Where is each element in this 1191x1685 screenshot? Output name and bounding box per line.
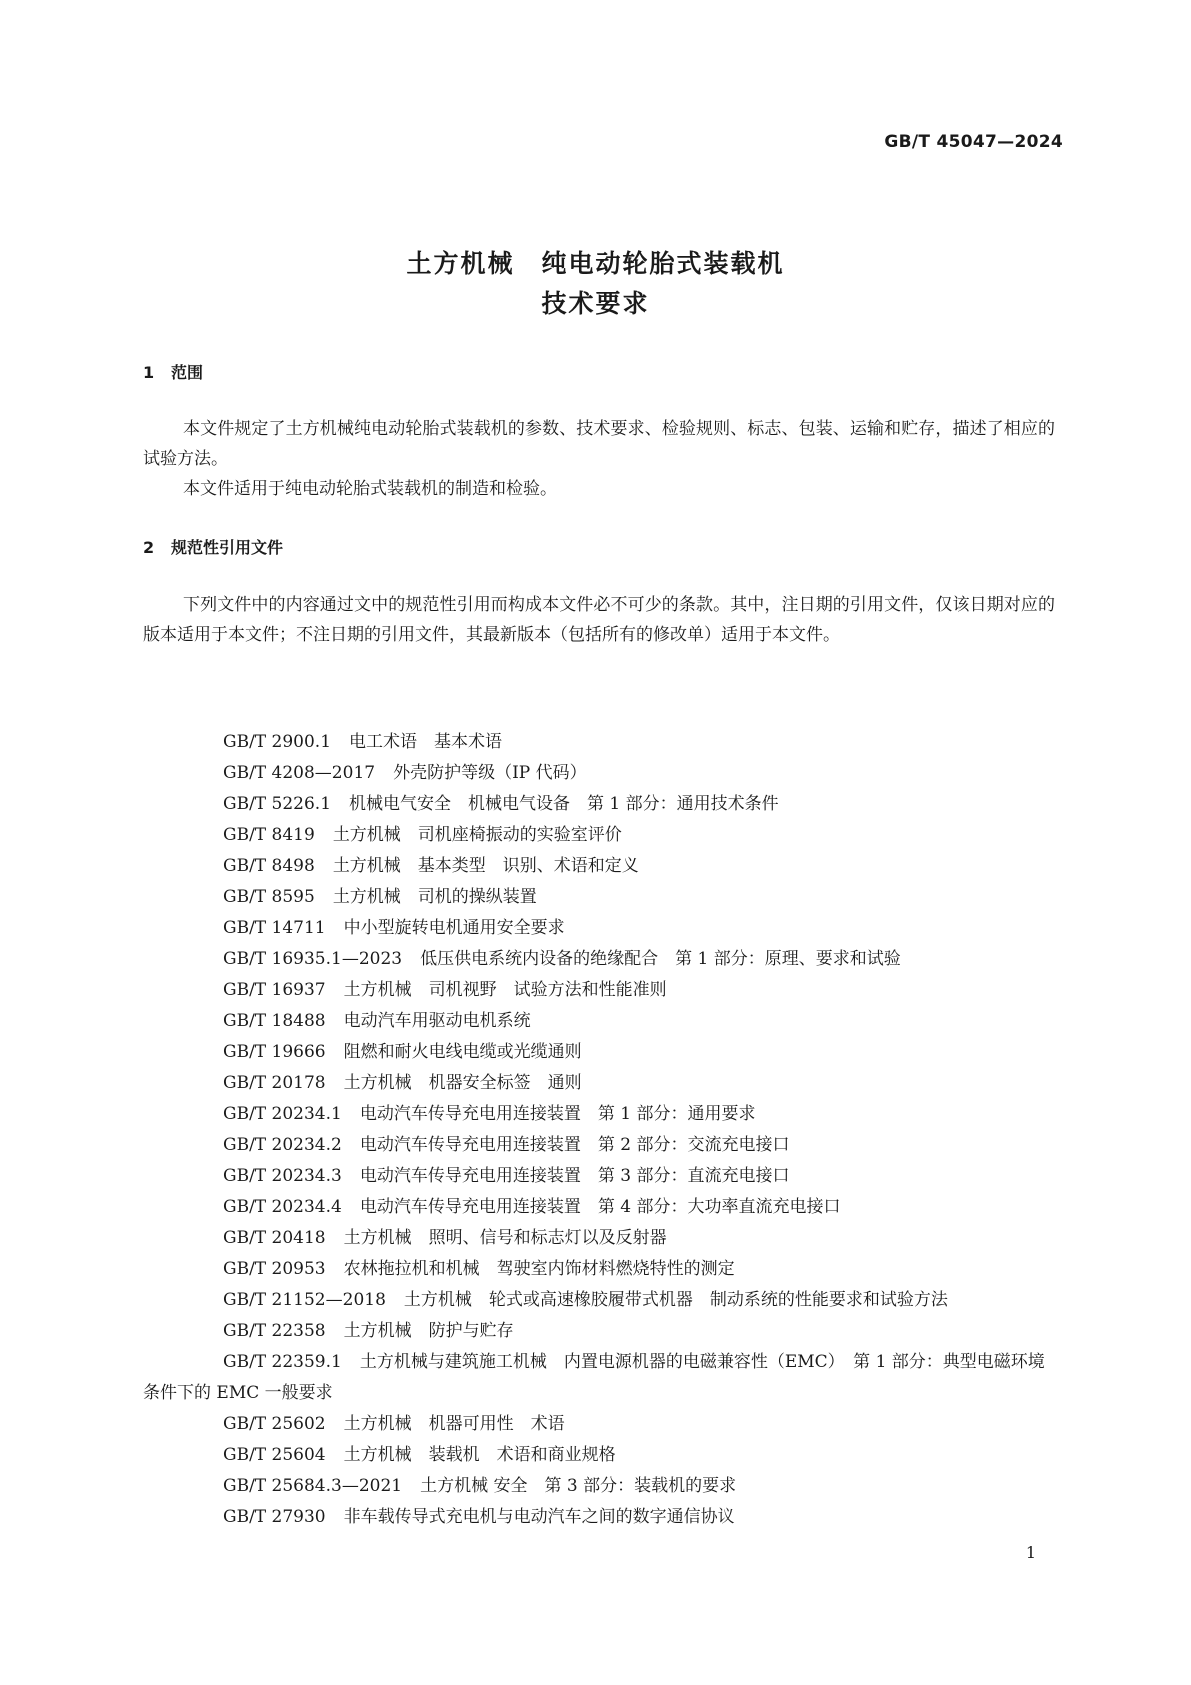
- reference-title: 土方机械 轮式或高速橡胶履带式机器 制动系统的性能要求和试验方法: [403, 1290, 948, 1310]
- reference-item: [143, 1006, 1055, 1037]
- reference-title: 电工术语 基本术语: [349, 732, 503, 752]
- reference-title: 低压供电系统内设备的绝缘配合 第 1 部分：原理、要求和试验: [420, 949, 901, 969]
- reference-item: [143, 882, 1055, 913]
- document-title-line2: 技术要求: [541, 289, 650, 318]
- reference-code: GB/T 14711: [223, 918, 326, 938]
- reference-item: [143, 1347, 1055, 1409]
- reference-item: [143, 1285, 1055, 1316]
- reference-code: GB/T 27930: [223, 1507, 326, 1527]
- reference-title: 电动汽车用驱动电机系统: [343, 1011, 531, 1031]
- reference-code: GB/T 4208—2017: [223, 763, 376, 783]
- reference-code: GB/T 16935.1—2023: [223, 949, 403, 969]
- reference-code: GB/T 25604: [223, 1445, 326, 1465]
- page-number: 1: [1025, 1543, 1036, 1562]
- reference-title: 农林拖拉机和机械 驾驶室内饰材料燃烧特性的测定: [343, 1259, 735, 1279]
- reference-item: [143, 789, 1055, 820]
- reference-item: [143, 1130, 1055, 1161]
- reference-title: 土方机械 机器可用性 术语: [343, 1414, 565, 1434]
- section1-paragraph-2: 本文件适用于纯电动轮胎式装载机的制造和检验。: [183, 479, 557, 499]
- document-title-line1: 土方机械 纯电动轮胎式装载机: [406, 249, 785, 278]
- reference-item: [143, 1223, 1055, 1254]
- reference-code: GB/T 25684.3—2021: [223, 1476, 403, 1496]
- reference-item: [143, 1099, 1055, 1130]
- reference-code: GB/T 16937: [223, 980, 326, 1000]
- reference-code: GB/T 21152—2018: [223, 1290, 386, 1310]
- reference-title: 电动汽车传导充电用连接装置 第 4 部分：大功率直流充电接口: [359, 1197, 841, 1217]
- reference-item: [143, 1440, 1055, 1471]
- reference-code: GB/T 18488: [223, 1011, 326, 1031]
- section2-intro: 下列文件中的内容通过文中的规范性引用而构成本文件必不可少的条款。其中，注日期的引用文件，仅该日期对应的版本适用于本文件；不注日期的引用文件，其最新版本（包括所有的修改单）适用于本文件。: [143, 595, 1055, 645]
- reference-item: [143, 758, 1055, 789]
- reference-item: [143, 851, 1055, 882]
- standard-code: GB/T 45047—2024: [884, 132, 1063, 152]
- reference-title: 非车载传导式充电机与电动汽车之间的数字通信协议: [343, 1507, 735, 1527]
- section1-paragraph-1: 本文件规定了土方机械纯电动轮胎式装载机的参数、技术要求、检验规则、标志、包装、运输和贮存，描述了相应的试验方法。: [143, 419, 1055, 469]
- reference-title: 土方机械 基本类型 识别、术语和定义: [332, 856, 639, 876]
- reference-title: 外壳防护等级（IP 代码）: [393, 763, 587, 783]
- reference-title: 土方机械 安全 第 3 部分：装载机的要求: [420, 1476, 737, 1496]
- reference-code: GB/T 8595: [223, 887, 315, 907]
- reference-title: 电动汽车传导充电用连接装置 第 1 部分：通用要求: [359, 1104, 756, 1124]
- reference-item: [143, 1161, 1055, 1192]
- section1-heading: [143, 360, 203, 383]
- reference-code: GB/T 5226.1: [223, 794, 332, 814]
- reference-title: 土方机械 司机的操纵装置: [332, 887, 537, 907]
- reference-item: [143, 944, 1055, 975]
- reference-item: [143, 1068, 1055, 1099]
- section1-number: 1: [143, 363, 155, 382]
- reference-code: GB/T 8419: [223, 825, 315, 845]
- reference-code: GB/T 20953: [223, 1259, 326, 1279]
- reference-code: GB/T 20178: [223, 1073, 326, 1093]
- reference-code: GB/T 20234.1: [223, 1104, 342, 1124]
- reference-title: 土方机械 司机座椅振动的实验室评价: [332, 825, 622, 845]
- reference-code: GB/T 20418: [223, 1228, 326, 1248]
- reference-code: GB/T 8498: [223, 856, 315, 876]
- reference-code: GB/T 20234.2: [223, 1135, 342, 1155]
- reference-title: 机械电气安全 机械电气设备 第 1 部分：通用技术条件: [349, 794, 779, 814]
- reference-item: [143, 1502, 1055, 1533]
- reference-title: 阻燃和耐火电线电缆或光缆通则: [343, 1042, 582, 1062]
- reference-title: 土方机械 防护与贮存: [343, 1321, 514, 1341]
- reference-code: GB/T 25602: [223, 1414, 326, 1434]
- reference-item: [143, 1254, 1055, 1285]
- reference-code: GB/T 22359.1: [223, 1352, 342, 1372]
- reference-item: [143, 1471, 1055, 1502]
- reference-title: 中小型旋转电机通用安全要求: [343, 918, 565, 938]
- section2-heading: [143, 535, 283, 558]
- reference-item: [143, 727, 1055, 758]
- reference-title: 土方机械 机器安全标签 通则: [343, 1073, 582, 1093]
- reference-code: GB/T 2900.1: [223, 732, 332, 752]
- reference-title: 土方机械 照明、信号和标志灯以及反射器: [343, 1228, 667, 1248]
- reference-item: [143, 913, 1055, 944]
- reference-code: GB/T 19666: [223, 1042, 326, 1062]
- normative-reference-list: [143, 727, 1055, 1533]
- reference-title: 土方机械 装载机 术语和商业规格: [343, 1445, 616, 1465]
- reference-code: GB/T 22358: [223, 1321, 326, 1341]
- reference-item: [143, 1409, 1055, 1440]
- reference-title: 土方机械 司机视野 试验方法和性能准则: [343, 980, 667, 1000]
- section2-number: 2: [143, 538, 155, 557]
- reference-item: [143, 1192, 1055, 1223]
- section1-title: 范围: [171, 363, 204, 382]
- reference-code: GB/T 20234.4: [223, 1197, 342, 1217]
- reference-title: 电动汽车传导充电用连接装置 第 2 部分：交流充电接口: [359, 1135, 790, 1155]
- reference-title: 土方机械与建筑施工机械 内置电源机器的电磁兼容性（EMC） 第 1 部分：典型电磁环境条件下的 EMC 一般要求: [143, 1352, 1045, 1403]
- reference-item: [143, 975, 1055, 1006]
- reference-code: GB/T 20234.3: [223, 1166, 342, 1186]
- reference-title: 电动汽车传导充电用连接装置 第 3 部分：直流充电接口: [359, 1166, 790, 1186]
- section2-title: 规范性引用文件: [171, 538, 284, 557]
- reference-item: [143, 820, 1055, 851]
- reference-item: [143, 1037, 1055, 1068]
- reference-item: [143, 1316, 1055, 1347]
